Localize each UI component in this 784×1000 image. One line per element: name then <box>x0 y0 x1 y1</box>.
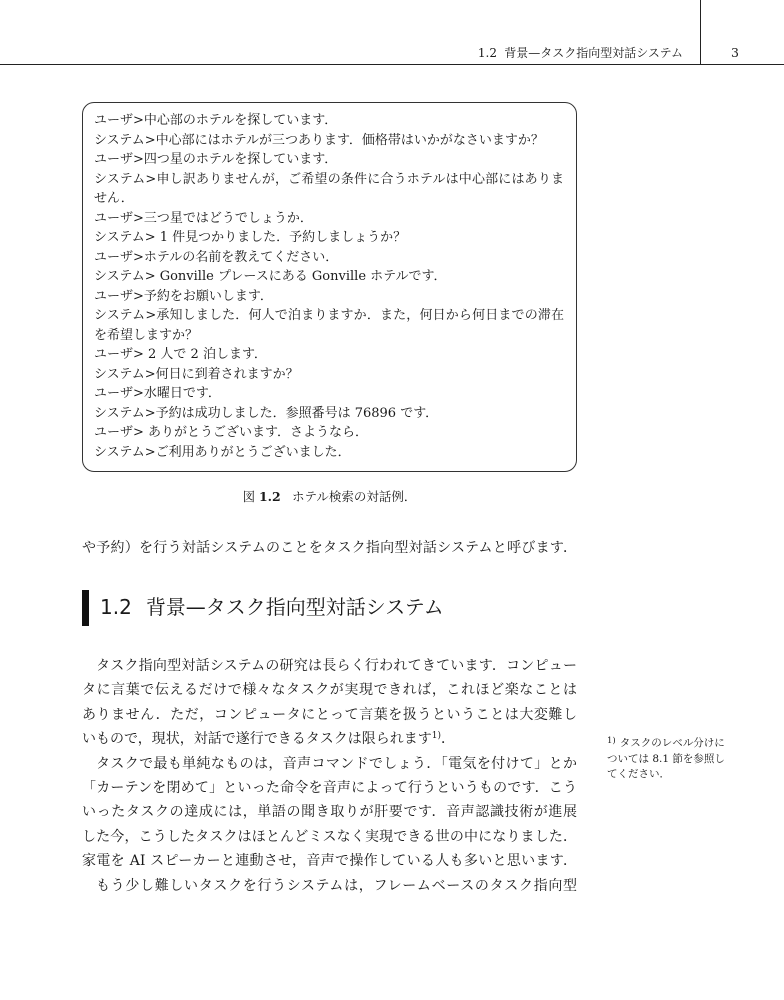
margin-footnote-line <box>607 734 747 752</box>
dialog-line: ユーザ>中心部のホテルを探しています． <box>94 113 338 128</box>
paragraph-continuation: や予約）を行う対話システムのことをタスク指向型対話システムと呼びます． <box>82 540 577 556</box>
header-vertical-rule <box>700 0 701 64</box>
figure-caption-text: ホテル検索の対話例． <box>291 489 417 504</box>
body-line <box>82 825 577 849</box>
body-line-text: 家電を AI スピーカーと連動させ，音声で操作している人も多いと思います． <box>82 853 577 870</box>
margin-footnote-text: タスクのレベル分けに <box>619 737 725 749</box>
body-line-text: ありません．ただ，コンピュータにとって言葉を扱うということは大変難し <box>82 706 577 723</box>
section-heading <box>100 593 444 621</box>
body-line <box>82 727 577 751</box>
body-line-text: いったタスクの達成には，単語の聞き取りが肝要です．音声認識技術が進展 <box>82 804 577 821</box>
body-line <box>82 678 577 702</box>
body-line-text: した今，こうしたタスクはほとんどミスなく実現できる世の中になりました． <box>82 828 577 845</box>
dialog-line: システム>ご利用ありがとうございました． <box>94 444 351 460</box>
dialog-line: ユーザ>予約をお願いします． <box>94 288 273 304</box>
page-number: 3 <box>731 45 739 60</box>
body-line-text: タに言葉で伝えるだけで様々なタスクが実現できれば，これほど楽なことは <box>82 682 577 699</box>
figure-caption <box>82 488 577 506</box>
dialog-line: システム>申し訳ありませんが，ご希望の条件に合うホテルは中心部にはありま <box>94 171 564 187</box>
margin-footnote-marker: 1) <box>607 736 616 746</box>
body-line <box>82 800 577 824</box>
dialog-line: ユーザ>四つ星のホテルを探しています． <box>94 152 338 167</box>
running-header-title: 背景—タスク指向型対話システム <box>504 46 683 60</box>
margin-footnote-line: ついては 8.1 節を参照し <box>607 752 725 765</box>
header-rule <box>0 64 784 65</box>
dialog-line: ユーザ>三つ星ではどうでしょうか． <box>94 210 313 226</box>
body-line-text: 「カーテンを閉めて」といった命令を音声によって行うというものです．こう <box>82 779 577 796</box>
dialog-line: せん． <box>94 191 134 206</box>
dialog-example-box <box>82 102 577 472</box>
footnote-reference: 1) <box>431 731 441 742</box>
body-line <box>82 703 577 727</box>
dialog-line: システム>承知しました．何人で泊まりますか．また，何日から何日までの滞在 <box>94 308 564 323</box>
body-line <box>82 654 577 678</box>
body-line-text: タスク指向型対話システムの研究は長らく行われてきています．コンピュー <box>96 658 577 674</box>
dialog-line: システム> 1 件見つかりました．予約しましょうか？ <box>94 230 407 245</box>
margin-footnote-line: てください． <box>607 768 670 780</box>
body-line <box>82 874 577 898</box>
dialog-line: システム> Gonville プレースにある Gonville ホテルです． <box>94 269 447 284</box>
section-heading-bar <box>82 590 89 626</box>
dialog-line: システム>何日に到着されますか？ <box>94 366 299 382</box>
dialog-line: システム>予約は成功しました．参照番号は 76896 です． <box>94 405 439 421</box>
body-line <box>82 752 577 776</box>
body-line-text: タスクで最も単純なものは，音声コマンドでしょう．「電気を付けて」とか <box>96 755 577 772</box>
section-heading-title: 背景—タスク指向型対話システム <box>145 595 444 619</box>
body-text <box>82 654 577 898</box>
figure-caption-number: 1.2 <box>258 489 281 504</box>
body-line-text: もう少し難しいタスクを行うシステムは，フレームベースのタスク指向型 <box>96 877 577 894</box>
body-line-text: いもので，現状，対話で遂行できるタスクは限られます <box>82 731 432 748</box>
dialog-line: ユーザ>水曜日です． <box>94 386 221 401</box>
dialog-line: ユーザ> 2 人で 2 泊します． <box>94 347 267 362</box>
section-heading-number: 1.2 <box>100 595 132 619</box>
dialog-line: を希望しますか？ <box>94 327 199 343</box>
body-line <box>82 849 577 873</box>
dialog-line: ユーザ>ホテルの名前を教えてください． <box>94 249 339 265</box>
body-line <box>82 776 577 800</box>
running-header-number: 1.2 <box>477 46 497 60</box>
figure-caption-label: 図 <box>242 489 256 504</box>
dialog-line: システム>中心部にはホテルが三つあります．価格帯はいかがなさいますか？ <box>94 132 544 148</box>
dialog-line: ユーザ> ありがとうございます．さようなら． <box>94 425 368 440</box>
body-line-tail: ． <box>440 731 455 748</box>
running-header <box>478 45 683 61</box>
margin-footnote <box>607 734 747 783</box>
